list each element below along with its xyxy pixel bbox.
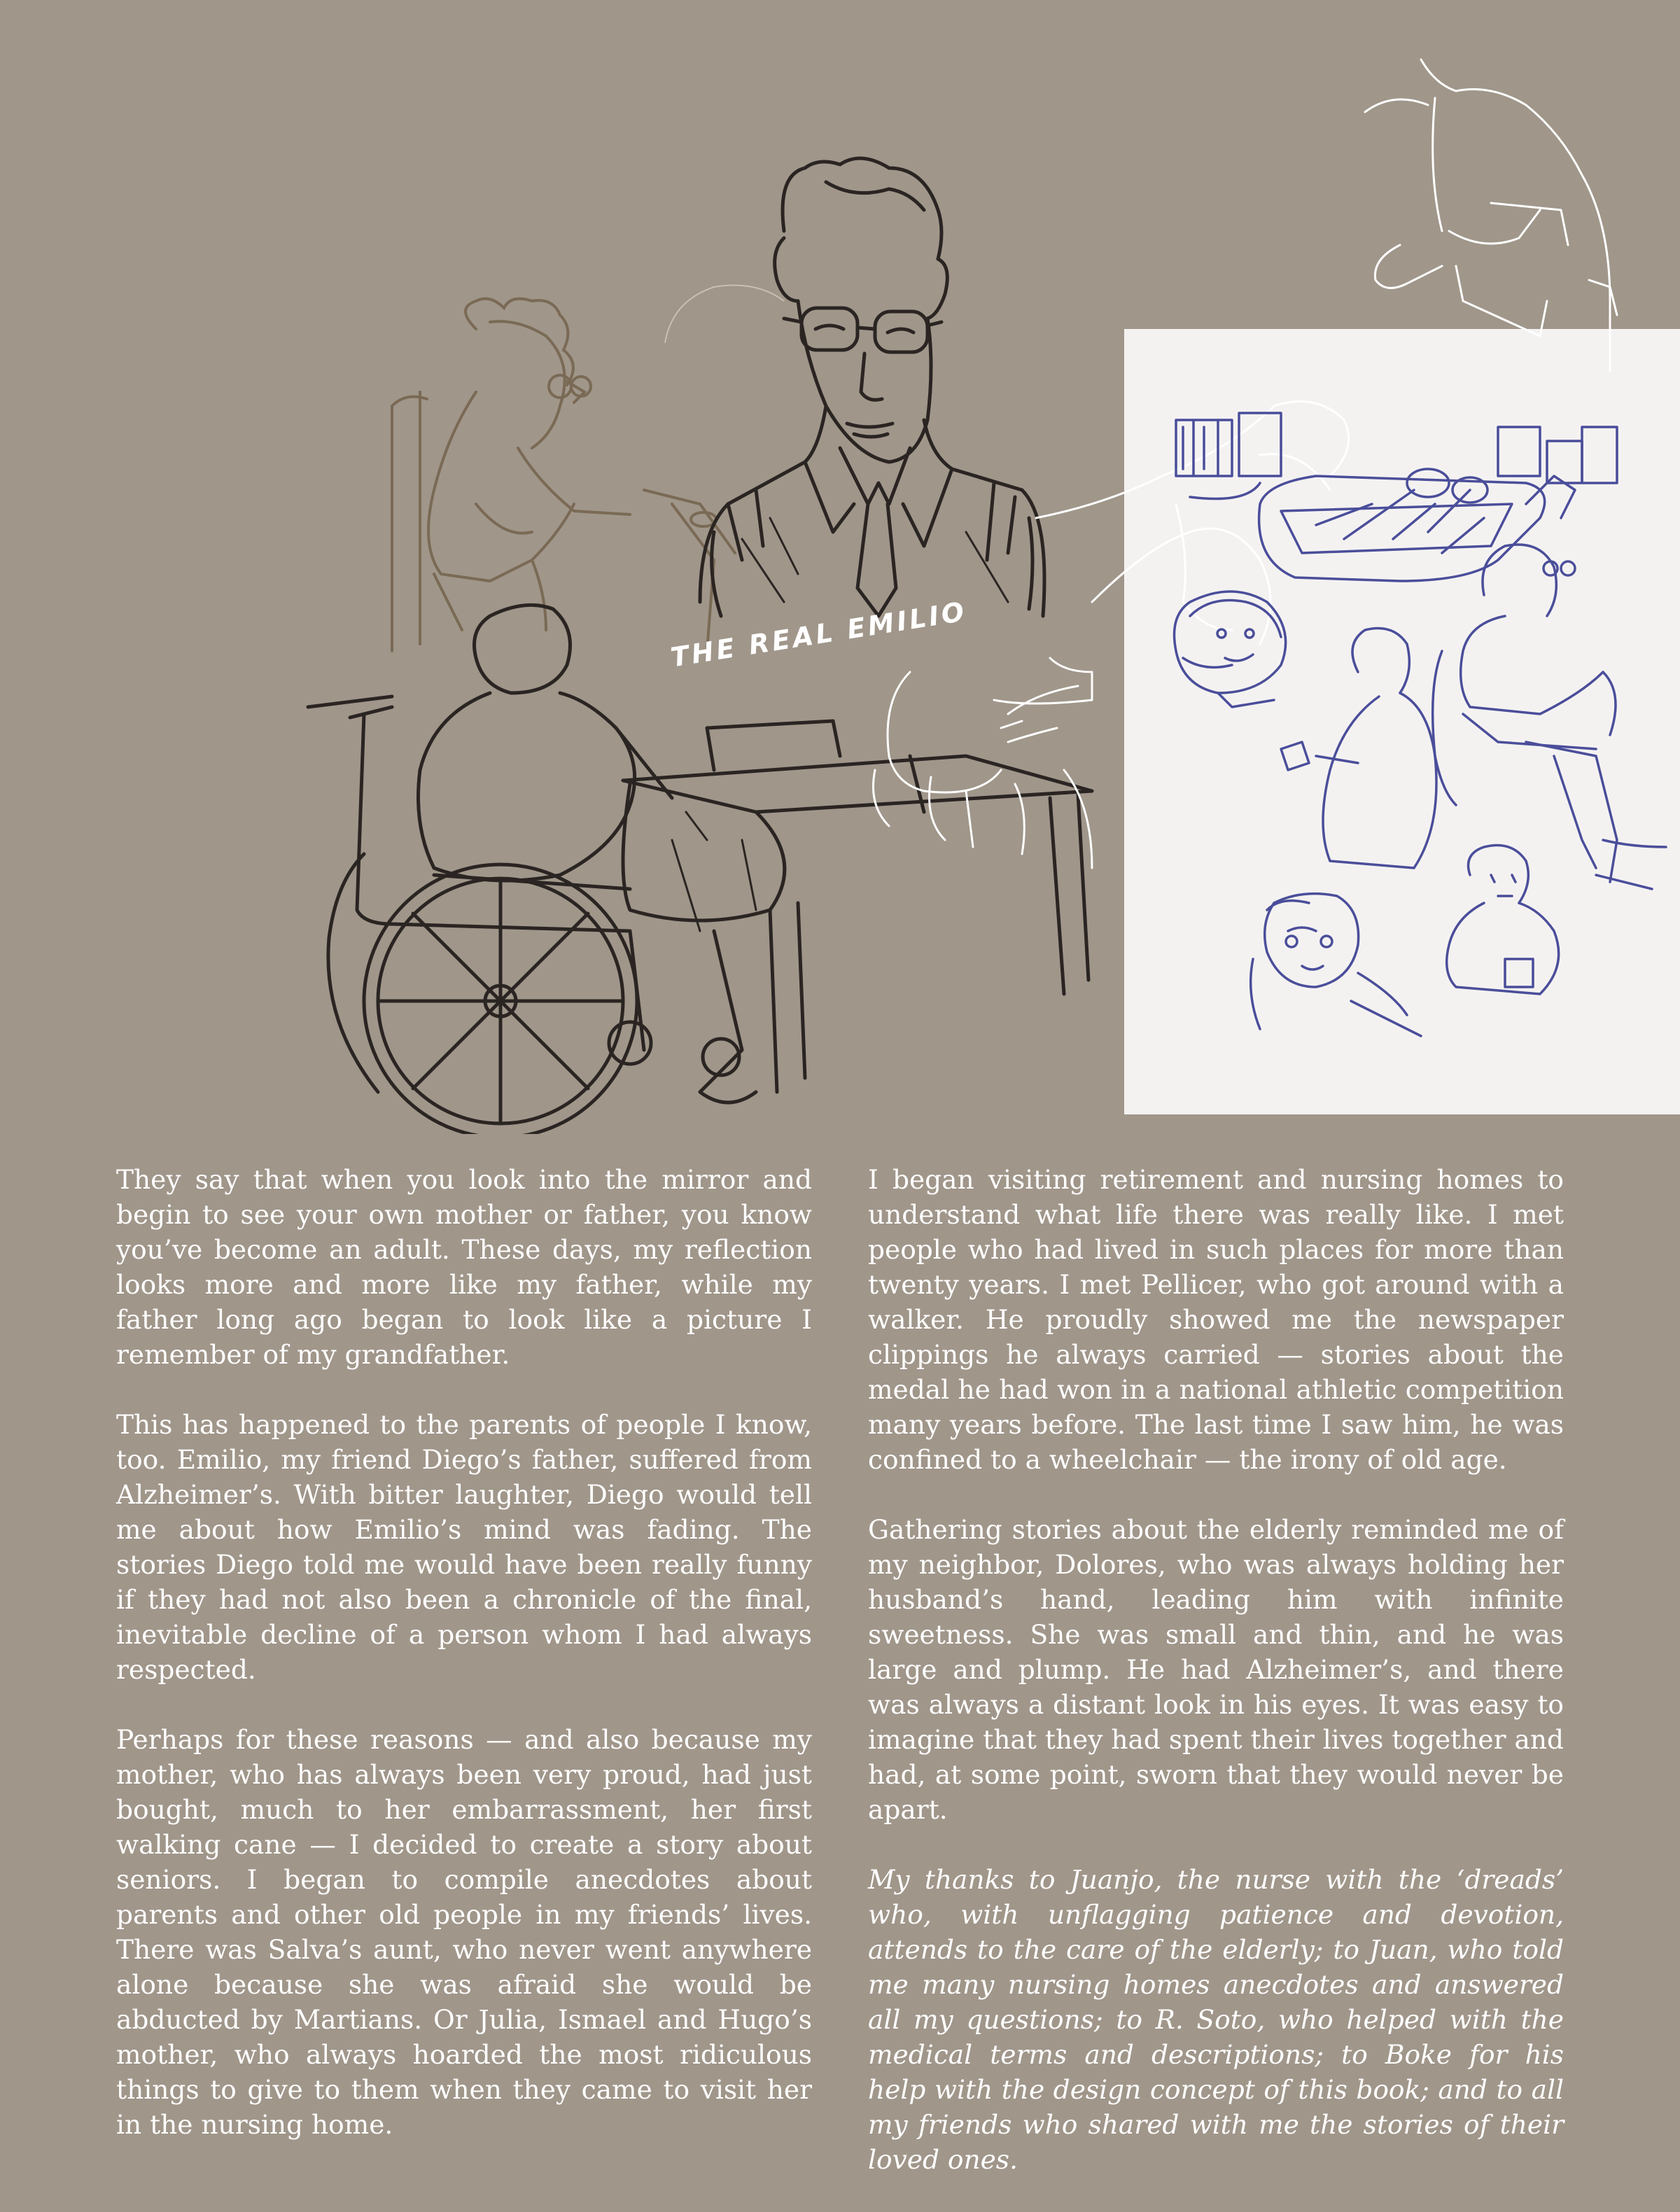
paragraph: This has happened to the parents of people I know, too. Emilio, my friend Diego’s father, suffered from Alzheimer’s. With bitter laughter, Diego would tell me about how Emilio’s mind was fading. The stories Diego told me would have been really funny if they had not also been a chronicle of the final, inevitable decline of a person whom I had always respected. bbox=[116, 1409, 812, 1685]
sketchbook-page bbox=[1124, 329, 1680, 1114]
right-text-column bbox=[868, 1162, 1564, 2212]
left-text-column bbox=[116, 1162, 812, 2177]
acknowledgements-paragraph: My thanks to Juanjo, the nurse with the ‘dreads’ who, with unflagging patience and devotion, attends to the care of the elderly; to Juan, who told me many nursing homes anecdotes and answered all my questions; to R. Soto, who helped with the medical terms and descriptions; to Boke for his help with the design concept of this book; and to all my friends who shared with me the stories of their loved ones. bbox=[868, 1864, 1564, 2175]
emilio-portrait-sketch bbox=[700, 158, 1044, 616]
paragraph: Gathering stories about the elderly reminded me of my neighbor, Dolores, who was always holding her husband’s hand, leading him with infinite sweetness. She was small and thin, and he was large and plump. He had Alzheimer’s, and there was always a distant look in his eyes. It was easy to imagine that they had spent their lives together and had, at some point, sworn that they would never be apart. bbox=[868, 1514, 1564, 1825]
wheelchair-and-table-sketch bbox=[308, 605, 1092, 1134]
paragraph: Perhaps for these reasons — and also because my mother, who has always been very proud, had just bought, much to her embarrassment, her first walking cane — I decided to create a story about seniors. I began to compile anecdotes about parents and other old people in my friends’ lives. There was Salva’s aunt, who never went anywhere alone because she was afraid she would be abducted by Martians. Or Julia, Ismael and Hugo’s mother, who always hoarded the most ridiculous things to give to them when they came to visit her in the nursing home. bbox=[116, 1724, 812, 2140]
brown-sketch-woman-in-chair bbox=[392, 299, 735, 651]
paragraph: They say that when you look into the mirror and begin to see your own mother or father, you know you’ve become an adult. These days, my reflection looks more and more like my father, while my father long ago began to look like a picture I remember of my grandfather. bbox=[116, 1164, 812, 1370]
paragraph: I began visiting retirement and nursing homes to understand what life there was really like. I met people who had lived in such places for more than twenty years. I met Pellicer, who got around with a walker. He proudly showed me the newspaper clippings he always carried — stories about the medal he had won in a national athletic competition many years before. The last time I saw him, he was confined to a wheelchair — the irony of old age. bbox=[868, 1164, 1564, 1475]
illustration-caption: THE REAL EMILIO bbox=[668, 596, 969, 673]
faint-circle-sketch bbox=[665, 286, 784, 344]
